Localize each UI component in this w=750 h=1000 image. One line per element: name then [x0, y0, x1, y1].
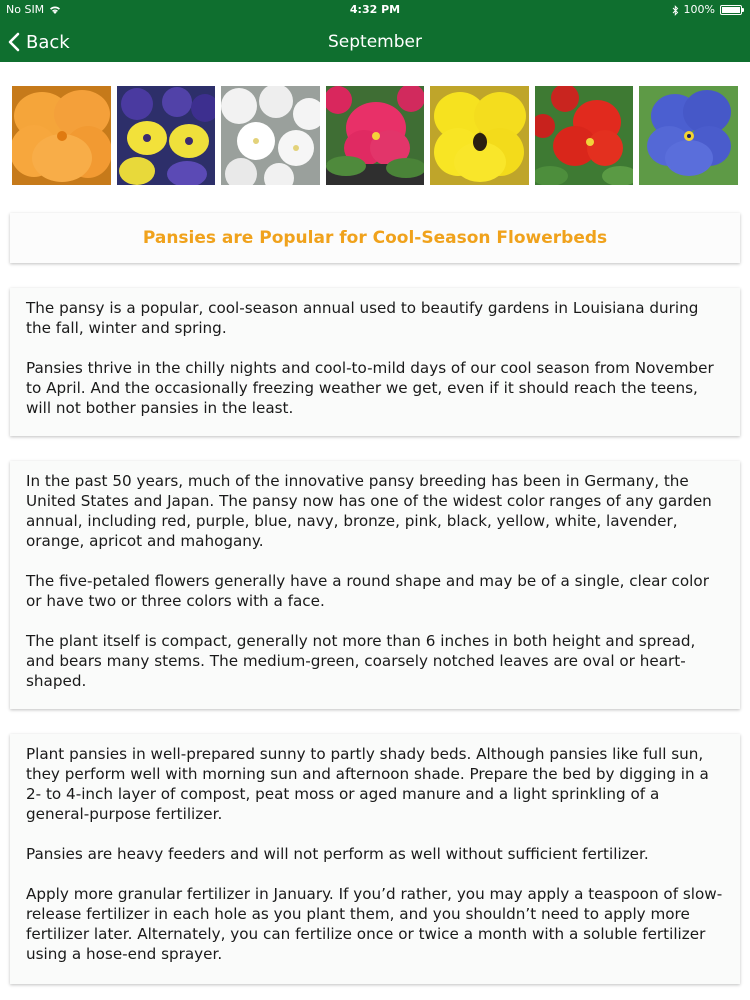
flower-gallery [12, 86, 738, 185]
yellow-purple-pansies-image[interactable] [117, 86, 216, 185]
breeding-card [10, 461, 740, 709]
breeding-paragraph-1: In the past 50 years, much of the innovative pansy breeding has been in Germany, the United States and Japan. The pansy now has one of the widest color ranges of any garden annual, including red, purple, blue, navy, bronze, pink, black, yellow, white, lavender, orange, apricot and mahogany. [26, 472, 712, 550]
yellow-pansy-image[interactable] [430, 86, 529, 185]
battery-icon [720, 5, 742, 15]
bluetooth-icon [672, 5, 679, 16]
status-right [672, 0, 742, 20]
intro-card [10, 288, 740, 436]
pink-pansy-image[interactable] [326, 86, 425, 185]
nav-bar [0, 22, 750, 62]
intro-paragraph-1: The pansy is a popular, cool-season annual used to beautify gardens in Louisiana during the fall, winter and spring. [26, 299, 699, 337]
battery-fill [722, 7, 740, 13]
planting-card [10, 734, 740, 984]
planting-paragraph-1: Plant pansies in well-prepared sunny to partly shady beds. Although pansies like full sun, they perform well with morning sun and afternoon shade. Prepare the bed by digging in a 2- to 4-inch layer of compost, peat moss or aged manure and a light sprinkling of a general-purpose fertilizer. [26, 745, 709, 823]
headline-card [10, 213, 740, 263]
status-time: 4:32 PM [349, 3, 401, 16]
blue-pansy-image[interactable] [639, 86, 738, 185]
red-pansies-image[interactable] [535, 86, 634, 185]
breeding-paragraph-3: The plant itself is compact, generally not more than 6 inches in both height and spread, and bears many stems. The medium-green, coarsely notched leaves are oval or heart-shaped. [26, 632, 696, 690]
page-title: September [328, 32, 422, 52]
planting-paragraph-3: Apply more granular fertilizer in January. If you’d rather, you may apply a teaspoon of slow-release fertilizer in each hole as you plant them, and you shouldn’t need to apply more fertilizer later. Alternately, you can fertilize once or twice a month with a soluble fertilizer using a hose-end sprayer. [26, 885, 723, 963]
status-bar [0, 0, 750, 20]
headline-text: Pansies are Popular for Cool-Season Flowerbeds [142, 228, 608, 248]
intro-paragraph-2: Pansies thrive in the chilly nights and cool-to-mild days of our cool season from November to April. And the occasionally freezing weather we get, even if it should reach the teens, will not bother pansies in the least. [26, 359, 714, 417]
breeding-paragraph-2: The five-petaled flowers generally have a round shape and may be of a single, clear color or have two or three colors with a face. [26, 572, 709, 610]
white-pansies-image[interactable] [221, 86, 320, 185]
carrier-label: No SIM [6, 3, 45, 16]
orange-pansy-image[interactable] [12, 86, 111, 185]
top-bar [0, 0, 750, 62]
planting-paragraph-2: Pansies are heavy feeders and will not perform as well without sufficient fertilizer. [26, 845, 649, 863]
battery-percent: 100% [683, 3, 715, 16]
back-label: Back [26, 31, 70, 53]
